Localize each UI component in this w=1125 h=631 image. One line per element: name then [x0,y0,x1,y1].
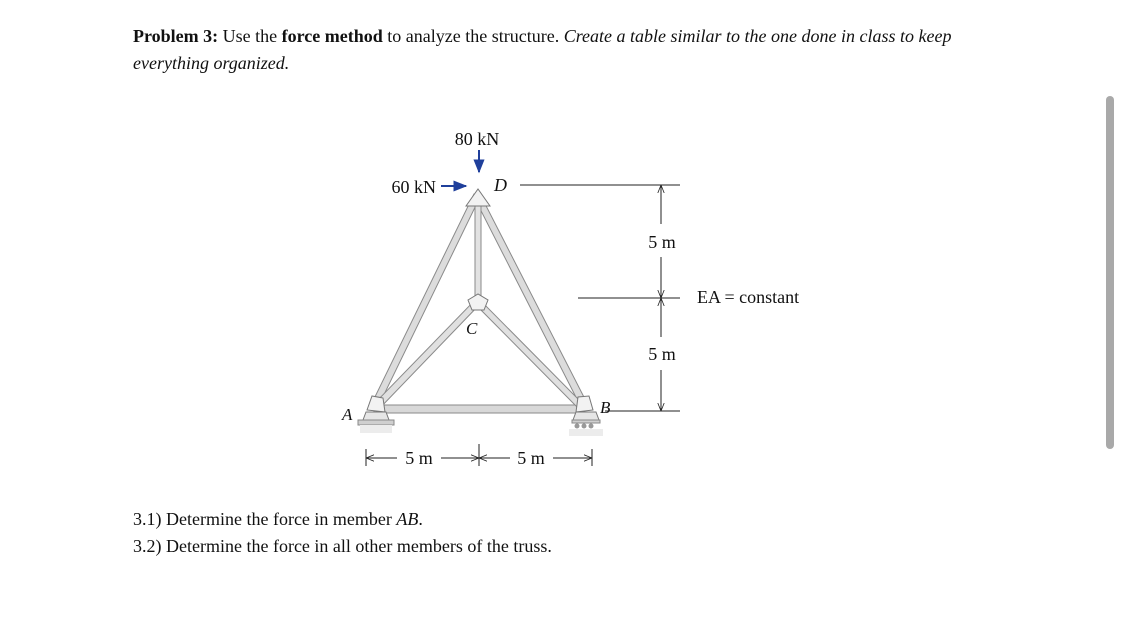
joint-d-plate [466,189,490,206]
load-80kn-label: 80 kN [454,129,500,149]
problem-method: force method [281,26,383,46]
question-3-1-text: Determine the force in member [166,509,397,529]
dimension-bottom [366,444,592,466]
member-bc [475,300,584,410]
problem-label: Problem 3: [133,26,219,46]
vertical-scrollbar[interactable] [1106,96,1114,449]
question-3-2-number: 3.2) [133,536,162,556]
load-60kn-label: 60 kN [391,177,436,197]
dimension-bottom-right-label: 5 m [517,448,545,468]
dimension-right-bottom-label: 5 m [648,344,676,364]
question-3-1-end: . [418,509,423,529]
node-d-label: D [494,175,507,195]
member-cd [475,200,481,300]
question-3-1 [133,508,423,530]
member-ad [371,194,480,409]
ea-constant-label: EA = constant [697,287,800,307]
question-3-1-member: AB [396,509,419,529]
dimension-right [520,185,680,411]
member-ac [374,300,480,410]
member-bd [474,194,588,409]
problem-text-1: Use the [218,26,282,46]
support-b [569,412,603,436]
node-b-label: B [600,398,611,417]
joint-b-plate [576,396,593,412]
node-a-label: A [342,405,353,424]
problem-text-2: to analyze the structure. [382,26,564,46]
support-a [358,412,394,433]
member-ab [374,405,584,413]
question-3-2 [133,535,552,557]
joint-c-plate [468,294,488,310]
node-c-label: C [466,319,478,338]
dimension-right-top-label: 5 m [648,232,676,252]
dimension-bottom-left-label: 5 m [405,448,433,468]
problem-instruction: Create a table similar to the one done in class to keep everything organized. [133,26,952,73]
question-3-2-text: Determine the force in all other members of the truss. [166,536,552,556]
joint-a-plate [367,396,385,412]
question-3-1-number: 3.1) [133,509,162,529]
